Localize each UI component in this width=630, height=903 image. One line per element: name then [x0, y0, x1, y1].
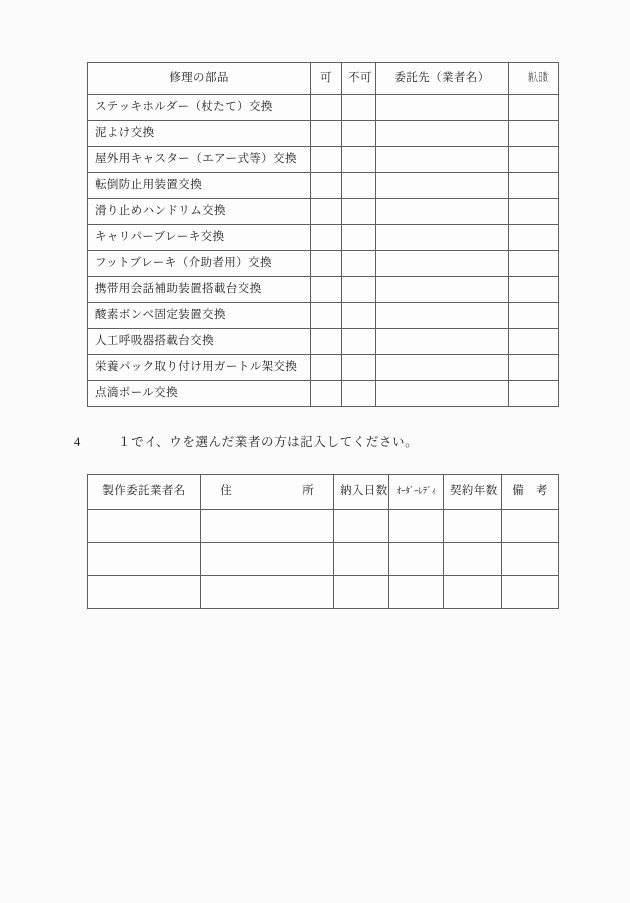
cell-vendor[interactable]	[376, 329, 509, 355]
cell-vendor[interactable]	[376, 381, 509, 407]
cell-order-ready[interactable]	[389, 576, 444, 609]
cell-not-ok[interactable]	[342, 303, 376, 329]
cell-lead-days[interactable]	[509, 95, 559, 121]
cell-lead-days[interactable]	[509, 277, 559, 303]
cell-ok[interactable]	[311, 277, 342, 303]
cell-not-ok[interactable]	[342, 121, 376, 147]
cell-not-ok[interactable]	[342, 251, 376, 277]
cell-address[interactable]	[201, 510, 334, 543]
cell-repair-part: キャリパーブレーキ交換	[88, 225, 311, 251]
cell-contractor-name[interactable]	[88, 510, 201, 543]
cell-ok[interactable]	[311, 147, 342, 173]
cell-vendor[interactable]	[376, 277, 509, 303]
cell-repair-part: 点滴ポール交換	[88, 381, 311, 407]
cell-contract-years[interactable]	[444, 576, 502, 609]
cell-lead-days[interactable]	[334, 576, 389, 609]
table-row	[88, 251, 559, 277]
header-contract-years: 契約年数	[444, 475, 502, 510]
table-row	[88, 543, 559, 576]
cell-ok[interactable]	[311, 199, 342, 225]
cell-address[interactable]	[201, 543, 334, 576]
cell-repair-part: 酸素ボンベ固定装置交換	[88, 303, 311, 329]
cell-vendor[interactable]	[376, 173, 509, 199]
cell-vendor[interactable]	[376, 95, 509, 121]
instruction-number: 4	[74, 435, 81, 449]
cell-ok[interactable]	[311, 173, 342, 199]
header-lead-days-text: 納入日数	[528, 71, 548, 84]
cell-note[interactable]	[502, 543, 559, 576]
cell-not-ok[interactable]	[342, 329, 376, 355]
table-row	[88, 95, 559, 121]
header-note: 備 考	[502, 475, 559, 510]
cell-vendor[interactable]	[376, 147, 509, 173]
cell-not-ok[interactable]	[342, 381, 376, 407]
cell-ok[interactable]	[311, 251, 342, 277]
cell-repair-part: 人工呼吸器搭載台交換	[88, 329, 311, 355]
table-row	[88, 277, 559, 303]
cell-contract-years[interactable]	[444, 543, 502, 576]
cell-not-ok[interactable]	[342, 147, 376, 173]
cell-vendor[interactable]	[376, 355, 509, 381]
header-lead-days: 納入日数	[334, 475, 389, 510]
cell-repair-part: 携帯用会話補助装置搭載台交換	[88, 277, 311, 303]
cell-vendor[interactable]	[376, 199, 509, 225]
cell-lead-days[interactable]	[509, 329, 559, 355]
header-lead-days	[509, 63, 559, 95]
cell-vendor[interactable]	[376, 225, 509, 251]
cell-not-ok[interactable]	[342, 199, 376, 225]
cell-lead-days[interactable]	[509, 147, 559, 173]
cell-lead-days[interactable]	[509, 199, 559, 225]
table-row	[88, 173, 559, 199]
table-row	[88, 381, 559, 407]
cell-ok[interactable]	[311, 95, 342, 121]
header-vendor: 委託先（業者名）	[376, 63, 509, 95]
cell-lead-days[interactable]	[509, 121, 559, 147]
cell-lead-days[interactable]	[334, 543, 389, 576]
cell-order-ready[interactable]	[389, 510, 444, 543]
cell-not-ok[interactable]	[342, 277, 376, 303]
cell-vendor[interactable]	[376, 303, 509, 329]
header-address-text: 住 所	[220, 485, 323, 498]
table-row	[88, 355, 559, 381]
cell-repair-part: 栄養パック取り付け用ガートル架交換	[88, 355, 311, 381]
header-not-ok: 不可	[342, 63, 376, 95]
instruction-text: １でイ、ウを選んだ業者の方は記入してください。	[118, 435, 419, 449]
table-row	[88, 576, 559, 609]
repair-parts-table	[87, 62, 559, 407]
cell-address[interactable]	[201, 576, 334, 609]
cell-contractor-name[interactable]	[88, 576, 201, 609]
cell-lead-days[interactable]	[334, 510, 389, 543]
cell-not-ok[interactable]	[342, 355, 376, 381]
header-address	[201, 475, 334, 510]
cell-lead-days[interactable]	[509, 173, 559, 199]
cell-vendor[interactable]	[376, 251, 509, 277]
table-row	[88, 303, 559, 329]
table-row	[88, 329, 559, 355]
cell-contract-years[interactable]	[444, 510, 502, 543]
cell-lead-days[interactable]	[509, 225, 559, 251]
cell-not-ok[interactable]	[342, 225, 376, 251]
cell-contractor-name[interactable]	[88, 543, 201, 576]
cell-not-ok[interactable]	[342, 173, 376, 199]
cell-ok[interactable]	[311, 303, 342, 329]
cell-vendor[interactable]	[376, 121, 509, 147]
cell-order-ready[interactable]	[389, 543, 444, 576]
header-contractor-name: 製作委託業者名	[88, 475, 201, 510]
cell-repair-part: 転倒防止用装置交換	[88, 173, 311, 199]
cell-repair-part: 屋外用キャスター（エアー式等）交換	[88, 147, 311, 173]
contractor-table	[87, 474, 559, 609]
repair-table-body	[88, 95, 559, 407]
header-order-ready-text: ｵｰﾀﾞｰﾚﾃﾞｨ	[396, 487, 437, 498]
cell-lead-days[interactable]	[509, 251, 559, 277]
cell-repair-part: フットブレーキ（介助者用）交換	[88, 251, 311, 277]
cell-not-ok[interactable]	[342, 95, 376, 121]
table-row	[88, 510, 559, 543]
cell-repair-part: ステッキホルダー（杖たて）交換	[88, 95, 311, 121]
cell-lead-days[interactable]	[509, 381, 559, 407]
table-row	[88, 199, 559, 225]
table-row	[88, 121, 559, 147]
cell-lead-days[interactable]	[509, 303, 559, 329]
table-row	[88, 225, 559, 251]
cell-ok[interactable]	[311, 225, 342, 251]
header-order-ready	[389, 475, 444, 510]
header-ok: 可	[311, 63, 342, 95]
instruction-line	[74, 432, 418, 450]
cell-lead-days[interactable]	[509, 355, 559, 381]
cell-note[interactable]	[502, 576, 559, 609]
cell-repair-part: 滑り止めハンドリム交換	[88, 199, 311, 225]
repair-table-header-row	[88, 63, 559, 95]
header-repair-part: 修理の部品	[88, 63, 311, 95]
cell-ok[interactable]	[311, 121, 342, 147]
cell-ok[interactable]	[311, 329, 342, 355]
contractor-table-body	[88, 510, 559, 609]
contractor-table-header-row	[88, 475, 559, 510]
cell-ok[interactable]	[311, 355, 342, 381]
table-row	[88, 147, 559, 173]
cell-ok[interactable]	[311, 381, 342, 407]
cell-repair-part: 泥よけ交換	[88, 121, 311, 147]
cell-note[interactable]	[502, 510, 559, 543]
